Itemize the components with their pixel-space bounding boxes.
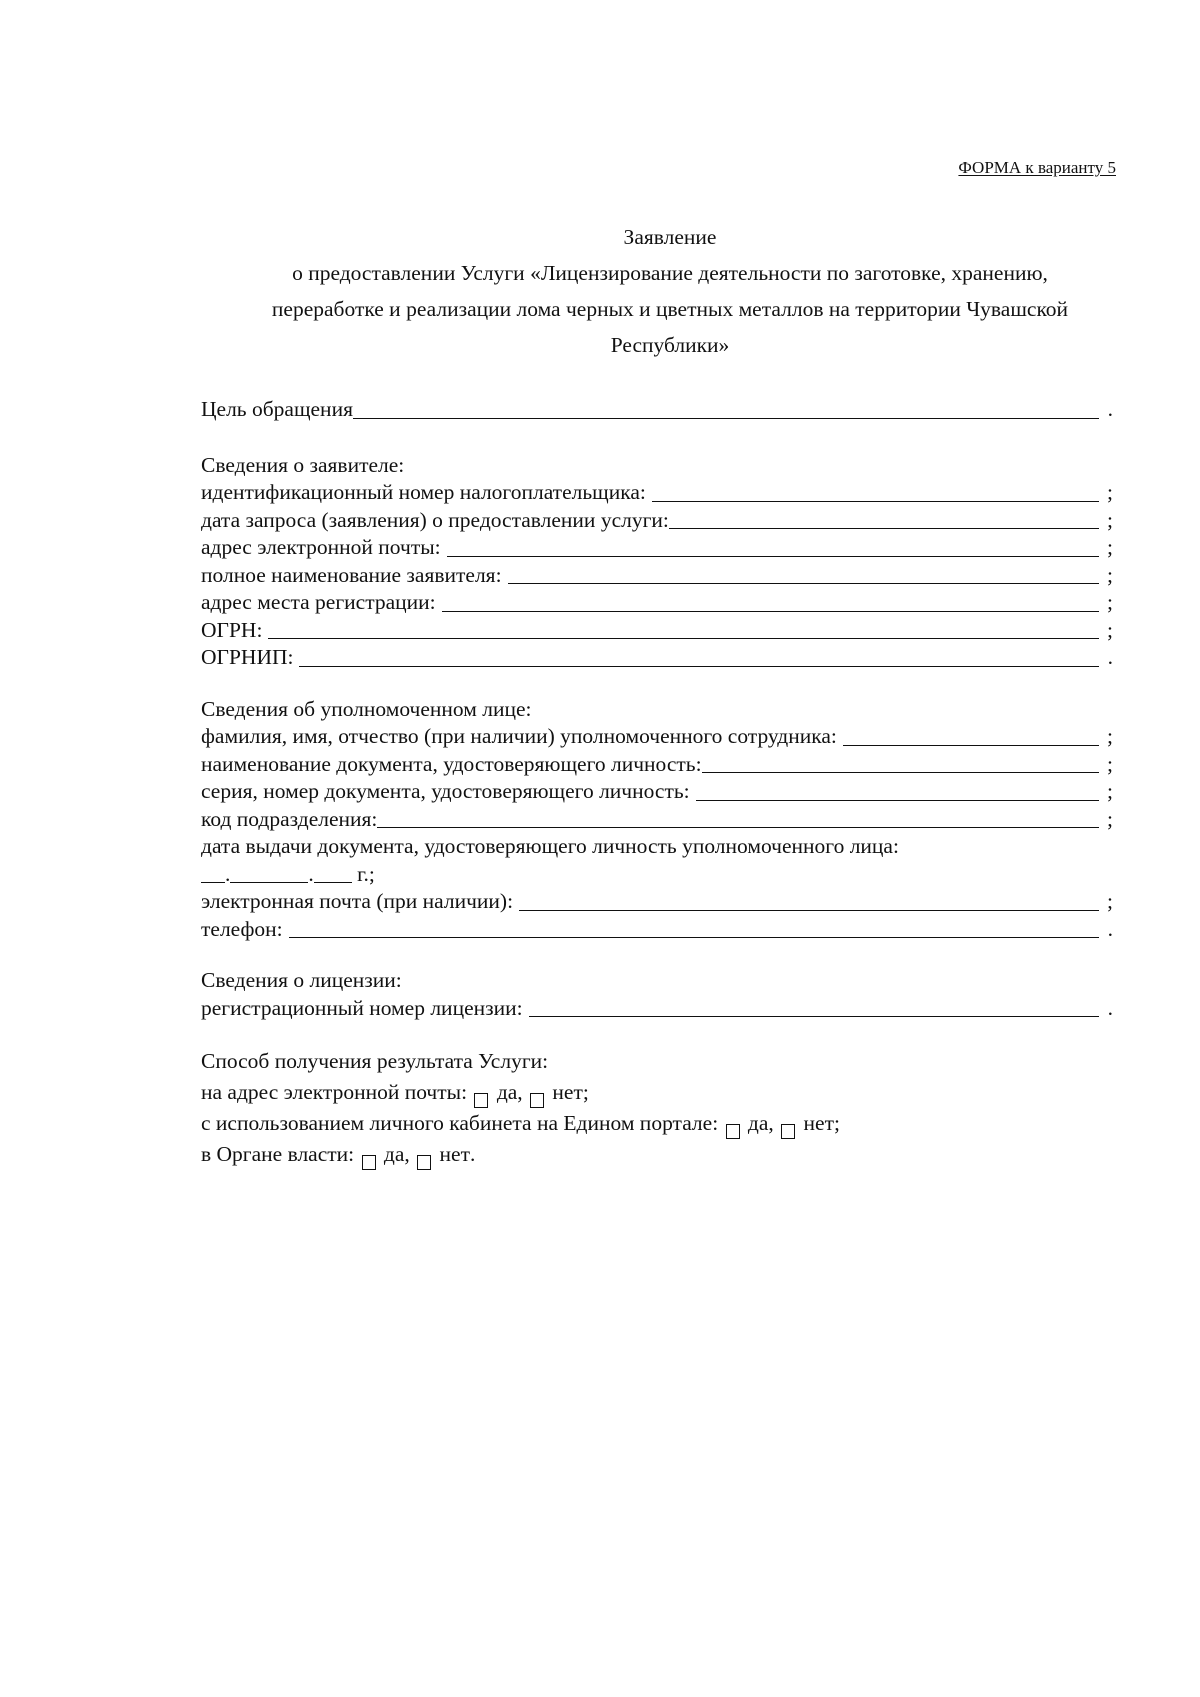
applicant-field-full-name (201, 562, 1113, 590)
yes-label: да, (747, 1111, 774, 1135)
result-option-email (201, 1077, 1113, 1108)
result-email-yes-checkbox[interactable] (474, 1093, 488, 1108)
email-end: ; (1107, 535, 1113, 559)
document-title (190, 219, 1150, 363)
no-label: нет (552, 1080, 583, 1104)
fio-field[interactable] (843, 725, 1099, 746)
authorized-heading: Сведения об уполномоченном лице: (201, 696, 532, 721)
doc-name-label: наименование документа, удостоверяющего личность: (201, 751, 702, 776)
division-code-end: ; (1107, 806, 1113, 831)
result-authority-no-checkbox[interactable] (417, 1155, 431, 1170)
doc-number-label: серия, номер документа, удостоверяющего личность: (201, 779, 690, 803)
request-date-field[interactable] (669, 508, 1099, 529)
result-option-authority (201, 1139, 1113, 1170)
purpose-field[interactable] (353, 398, 1099, 419)
applicant-field-ogrn (201, 617, 1113, 645)
ogrnip-label: ОГРНИП: (201, 645, 294, 669)
auth-email-field[interactable] (519, 890, 1099, 911)
result-authority-label: в Органе власти: (201, 1142, 355, 1166)
result-portal-label: с использованием личного кабинета на Едином портале: (201, 1111, 719, 1135)
date-sep-1: . (225, 861, 231, 886)
inn-field[interactable] (652, 481, 1099, 502)
inn-label: идентификационный номер налогоплательщика: (201, 480, 646, 504)
ogrnip-field[interactable] (299, 646, 1099, 667)
purpose-row (201, 396, 1113, 424)
yes-label: да, (383, 1142, 410, 1166)
purpose-label: Цель обращения (201, 397, 353, 421)
no-label: нет (803, 1111, 834, 1135)
result-authority-yes-checkbox[interactable] (362, 1155, 376, 1170)
doc-number-field[interactable] (696, 780, 1099, 801)
doc-number-end: ; (1107, 779, 1113, 803)
division-code-field[interactable] (377, 807, 1099, 828)
year-suffix: г.; (357, 861, 375, 886)
ogrn-end: ; (1107, 617, 1113, 642)
auth-email-end: ; (1107, 889, 1113, 913)
ogrnip-end: . (1107, 645, 1113, 669)
result-email-no-checkbox[interactable] (530, 1093, 544, 1108)
reg-number-end: . (1107, 995, 1113, 1020)
request-date-label: дата запроса (заявления) о предоставлении услуги: (201, 507, 669, 532)
full-name-label: полное наименование заявителя: (201, 562, 502, 587)
issue-year-field[interactable] (314, 862, 352, 883)
issue-date-row (201, 861, 1113, 889)
applicant-field-inn (201, 479, 1113, 507)
inn-end: ; (1107, 480, 1113, 504)
title-line-1: Заявление (623, 225, 717, 249)
issue-month-field[interactable] (230, 862, 308, 883)
email-field[interactable] (447, 536, 1099, 557)
applicant-field-ogrnip (201, 644, 1113, 672)
email-label: адрес электронной почты: (201, 535, 441, 559)
result-email-label: на адрес электронной почты: (201, 1080, 468, 1104)
phone-label: телефон: (201, 916, 283, 941)
result-heading: Способ получения результата Услуги: (201, 1049, 549, 1073)
phone-field[interactable] (289, 917, 1099, 938)
issue-date-label: дата выдачи документа, удостоверяющего личность уполномоченного лица: (201, 834, 899, 858)
reg-number-field[interactable] (529, 996, 1099, 1017)
fio-label: фамилия, имя, отчество (при наличии) уполномоченного сотрудника: (201, 724, 837, 748)
authorized-field-email (201, 888, 1113, 916)
address-label: адрес места регистрации: (201, 590, 436, 614)
result-portal-end: ; (833, 1111, 840, 1135)
address-end: ; (1107, 590, 1113, 614)
auth-email-label: электронная почта (при наличии): (201, 889, 514, 913)
authorized-field-doc-number (201, 778, 1113, 806)
result-authority-end: . (469, 1142, 476, 1166)
yes-label: да, (496, 1080, 523, 1104)
license-field-reg-number (201, 995, 1113, 1023)
division-code-label: код подразделения: (201, 806, 378, 831)
ogrn-field[interactable] (268, 618, 1099, 639)
fio-end: ; (1107, 724, 1113, 748)
result-email-end: ; (582, 1080, 589, 1104)
license-heading: Сведения о лицензии: (201, 968, 402, 992)
authorized-field-division-code (201, 806, 1113, 834)
doc-name-field[interactable] (702, 752, 1099, 773)
authorized-field-doc-name (201, 751, 1113, 779)
form-reference: ФОРМА к варианту 5 (958, 158, 1116, 177)
applicant-field-email (201, 534, 1113, 562)
form-body (201, 396, 1113, 1170)
reg-number-label: регистрационный номер лицензии: (201, 995, 523, 1020)
authorized-field-fio (201, 723, 1113, 751)
issue-day-field[interactable] (201, 862, 225, 883)
address-field[interactable] (442, 591, 1099, 612)
title-line-3: переработке и реализации лома черных и цветных металлов на территории Чувашской (271, 297, 1069, 321)
phone-end: . (1107, 916, 1113, 941)
full-name-field[interactable] (508, 563, 1099, 584)
no-label: нет (439, 1142, 470, 1166)
applicant-field-request-date (201, 507, 1113, 535)
result-portal-yes-checkbox[interactable] (726, 1124, 740, 1139)
title-line-2: о предоставлении Услуги «Лицензирование деятельности по заготовке, хранению, (292, 261, 1048, 285)
doc-name-end: ; (1107, 751, 1113, 776)
date-sep-2: . (308, 861, 314, 886)
result-option-portal (201, 1108, 1113, 1139)
applicant-heading: Сведения о заявителе: (201, 452, 405, 477)
applicant-field-address (201, 589, 1113, 617)
result-portal-no-checkbox[interactable] (781, 1124, 795, 1139)
ogrn-label: ОГРН: (201, 617, 263, 642)
purpose-end: . (1107, 397, 1113, 421)
full-name-end: ; (1107, 562, 1113, 587)
title-line-4: Республики» (610, 333, 730, 357)
authorized-field-phone (201, 916, 1113, 944)
request-date-end: ; (1107, 507, 1113, 532)
